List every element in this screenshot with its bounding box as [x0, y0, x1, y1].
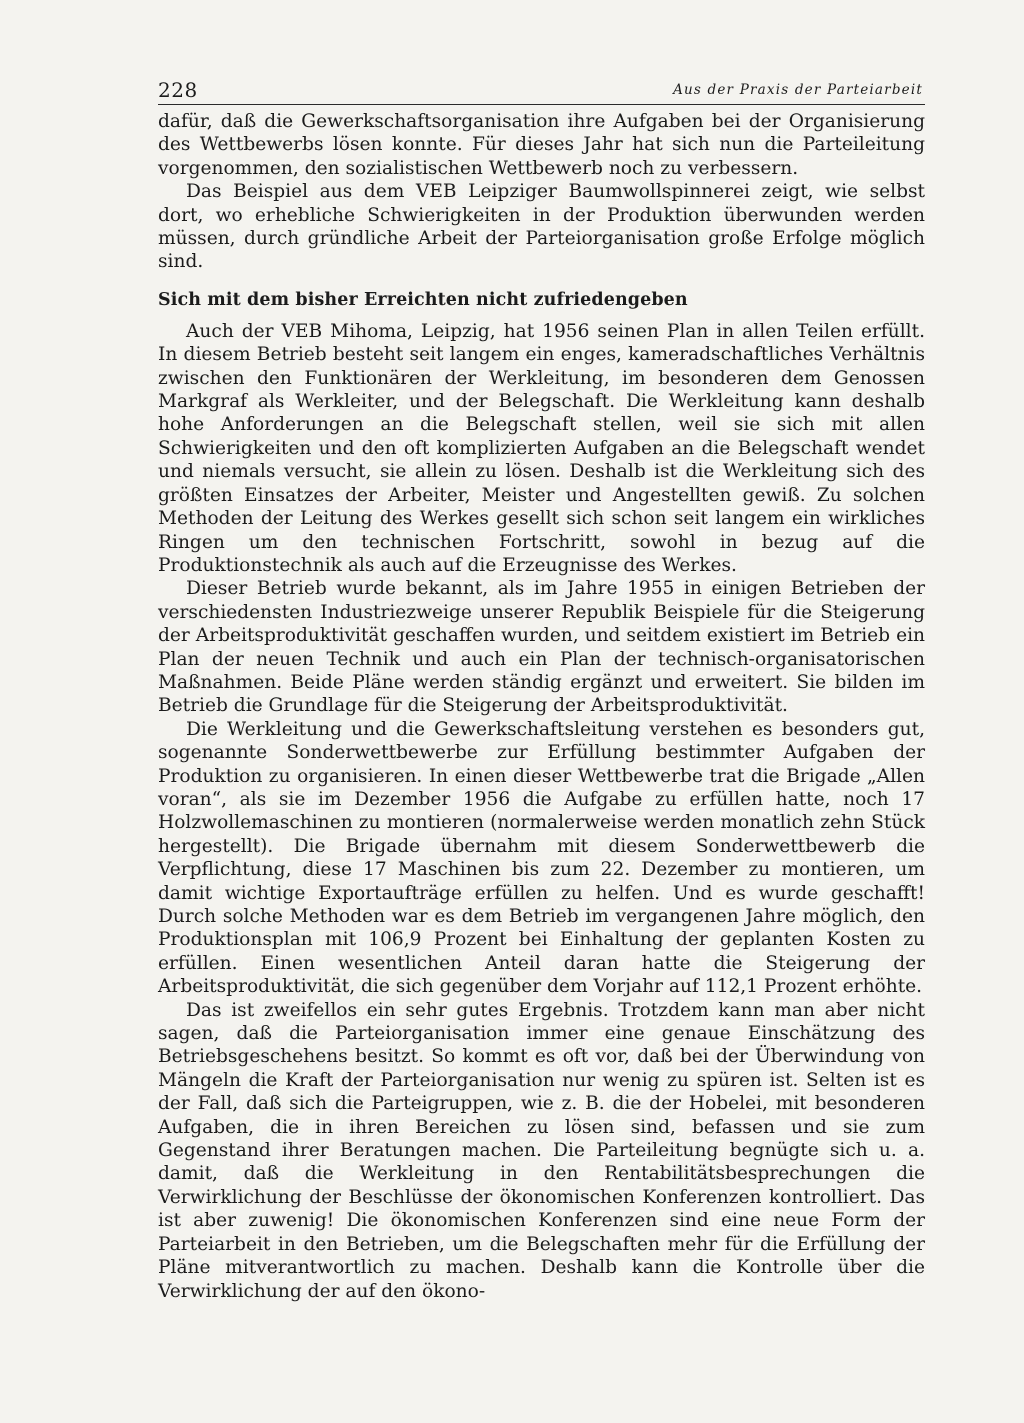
paragraph-sonderwettbewerbe: Die Werkleitung und die Gewerkschaftsleitung verstehen es besonders gut, sogenannte Sonderwettbewerbe zur Erfüllung bestimmter Aufgaben der Produktion zu organisieren. In einen dieser Wettbewerbe trat die Brigade „Allen voran“, als sie im Dezember 1956 die Aufgabe zu erfüllen hatte, noch 17 Holzwollemaschinen zu montieren (normalerweise werden monatlich zehn Stück hergestellt). Die Brigade übernahm mit diesem Sonderwettbewerb die Verpflichtung, diese 17 Maschinen bis zum 22. Dezember zu montieren, um damit wichtige Exportaufträge erfüllen zu helfen. Und es wurde geschafft! Durch solche Methoden war es dem Betrieb im vergangenen Jahre möglich, den Produktionsplan mit 106,9 Prozent bei Einhaltung der geplanten Kosten zu erfüllen. Einen wesentlichen Anteil daran hatte die Steigerung der Arbeitsproduktivität, die sich gegenüber dem Vorjahr auf 112,1 Prozent erhöhte. — [158, 718, 925, 998]
document-page — [158, 78, 925, 1303]
paragraph-ergebnis: Das ist zweifellos ein sehr gutes Ergebnis. Trotzdem kann man aber nicht sagen, daß die Parteiorganisation immer eine genaue Einschätzung des Betriebsgeschehens besitzt. So kommt es oft vor, daß bei der Überwindung von Mängeln die Kraft der Parteiorganisation nur wenig zu spüren ist. Selten ist es der Fall, daß sich die Parteigruppen, wie z. B. die der Hobelei, mit besonderen Aufgaben, die in ihren Bereichen zu lösen sind, befassen und sie zum Gegenstand ihrer Beratungen machen. Die Parteileitung begnügte sich u. a. damit, daß die Werkleitung in den Rentabilitätsbesprechungen die Verwirklichung der Beschlüsse der ökonomischen Konferenzen kontrolliert. Das ist aber zuwenig! Die ökonomischen Konferenzen sind eine neue Form der Parteiarbeit in den Betrieben, um die Belegschaften mehr für die Erfüllung der Pläne mitverantwortlich zu machen. Deshalb kann die Kontrolle über die Verwirklichung der auf den ökono- — [158, 999, 925, 1302]
running-head: Aus der Praxis der Parteiarbeit — [673, 82, 923, 98]
page-header — [158, 78, 925, 105]
paragraph-betrieb-bekannt: Dieser Betrieb wurde bekannt, als im Jahre 1955 in einigen Betrieben der verschiedensten Industriezweige unserer Republik Beispiele für die Steigerung der Arbeitsproduktivität geschaffen wurden, und seitdem existiert im Betrieb ein Plan der neuen Technik und auch ein Plan der technisch-organisatorischen Maßnahmen. Beide Pläne werden ständig ergänzt und erweitert. Sie bilden im Betrieb die Grundlage für die Steigerung der Arbeitsproduktivität. — [158, 578, 925, 717]
section-heading: Sich mit dem bisher Erreichten nicht zufriedengeben — [158, 289, 688, 310]
paragraph-baumwollspinnerei: Das Beispiel aus dem VEB Leipziger Baumwollspinnerei zeigt, wie selbst dort, wo erhebliche Schwierigkeiten in der Produktion überwunden werden müssen, durch gründliche Arbeit der Parteiorganisation große Erfolge möglich sind. — [158, 181, 925, 273]
paragraph-mihoma: Auch der VEB Mihoma, Leipzig, hat 1956 seinen Plan in allen Teilen erfüllt. In diesem Betrieb besteht seit langem ein enges, kameradschaftliches Verhältnis zwischen den Funktionären der Werkleitung, im besonderen dem Genossen Markgraf als Werkleiter, und der Belegschaft. Die Werkleitung kann deshalb hohe Anforderungen an die Belegschaft stellen, weil sie sich mit allen Schwierigkeiten und den oft komplizierten Aufgaben an die Belegschaft wendet und niemals versucht, sie allein zu lösen. Deshalb ist die Werkleitung sich des größten Einsatzes der Arbeiter, Meister und Angestellten gewiß. Zu solchen Methoden der Leitung des Werkes gesellt sich schon seit langem ein wirkliches Ringen um den technischen Fortschritt, sowohl in bezug auf die Produktionstechnik als auch auf die Erzeugnisse des Werkes. — [158, 320, 925, 576]
page-number: 228 — [158, 78, 198, 102]
paragraph-continuation: dafür, daß die Gewerkschaftsorganisation ihre Aufgaben bei der Organisierung des Wettbewerbs lösen konnte. Für dieses Jahr hat sich nun die Parteileitung vorgenommen, den sozialistischen Wettbewerb noch zu verbessern. — [158, 111, 925, 179]
body-text — [158, 110, 925, 1303]
